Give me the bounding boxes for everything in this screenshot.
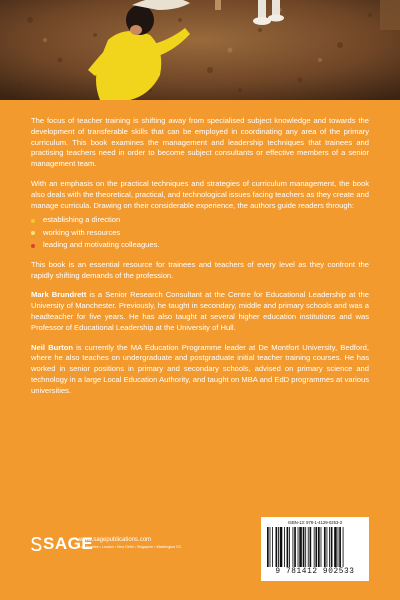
publisher-url[interactable]: www.sagepublications.com bbox=[79, 537, 152, 543]
list-item bbox=[31, 227, 369, 240]
publisher-cities: Los Angeles • London • New Delhi • Singapore • Washington DC bbox=[79, 545, 182, 549]
publisher-block bbox=[31, 536, 201, 552]
barcode-bars-icon bbox=[266, 527, 364, 567]
topic-list bbox=[31, 214, 369, 252]
blurb-paragraph-3: This book is an essential resource for trainees and teachers of every level as they confront the rapidly shifting demands of the profession. bbox=[31, 259, 369, 280]
publisher-name: SAGE bbox=[43, 534, 94, 553]
blurb-paragraph-1: The focus of teacher training is shifting away from specialised subject knowledge and towards the development of transferable skills that can be employed in coordinating any area of the primary curriculum. This book examines the management and leadership techniques that trainees and practising teachers need in order to become subject consultants or effective members of a senior management team. bbox=[31, 116, 369, 169]
isbn-barcode bbox=[261, 517, 369, 581]
bullet-icon bbox=[31, 231, 35, 235]
list-item-text: establishing a direction bbox=[43, 215, 121, 225]
list-item-text: leading and motivating colleagues. bbox=[43, 240, 160, 250]
barcode-digits: 9 781412 902533 bbox=[275, 568, 355, 576]
playground-photo-icon bbox=[0, 0, 400, 100]
author-name: Neil Burton bbox=[31, 342, 73, 352]
bullet-icon bbox=[31, 219, 35, 223]
bullet-icon bbox=[31, 244, 35, 248]
list-item bbox=[31, 214, 369, 227]
sage-s-icon bbox=[31, 537, 42, 551]
list-item-text: working with resources bbox=[43, 227, 121, 237]
list-item bbox=[31, 239, 369, 252]
blurb-paragraph-2: With an emphasis on the practical techniques and strategies of curriculum management, the book also deals with the theoretical, practical, and technological issues facing teachers as they create and manage curricula. Drawing on their considerable experience, the authors guide readers through: bbox=[31, 178, 369, 210]
back-cover-text bbox=[31, 116, 369, 406]
author-bio-text: is currently the MA Education Programme leader at De Montfort University, Bedford, where he also teaches on undergraduate and postgraduate initial teacher training courses. He has worked in senior positions in primary and secondary schools, advised on primary science and technology in a large Local Education Authority, and taught on MBA and EdD programmes at various universities. bbox=[31, 342, 369, 395]
cover-photo bbox=[0, 0, 400, 100]
author-bio-2 bbox=[31, 343, 369, 397]
isbn-label: ISBN-13: 978-1-4129-0253-3 bbox=[287, 520, 342, 525]
author-name: Mark Brundrett bbox=[31, 290, 87, 300]
author-bio-text: is a Senior Research Consultant at the Centre for Educational Leadership at the University of Manchester. Previously, he taught in secondary, middle and primary schools and was a headteacher for five years. He has also taught at several higher education institutions and was Professor of Educational Leadership at the University of Hull. bbox=[31, 290, 369, 332]
author-bio-1 bbox=[31, 290, 369, 333]
